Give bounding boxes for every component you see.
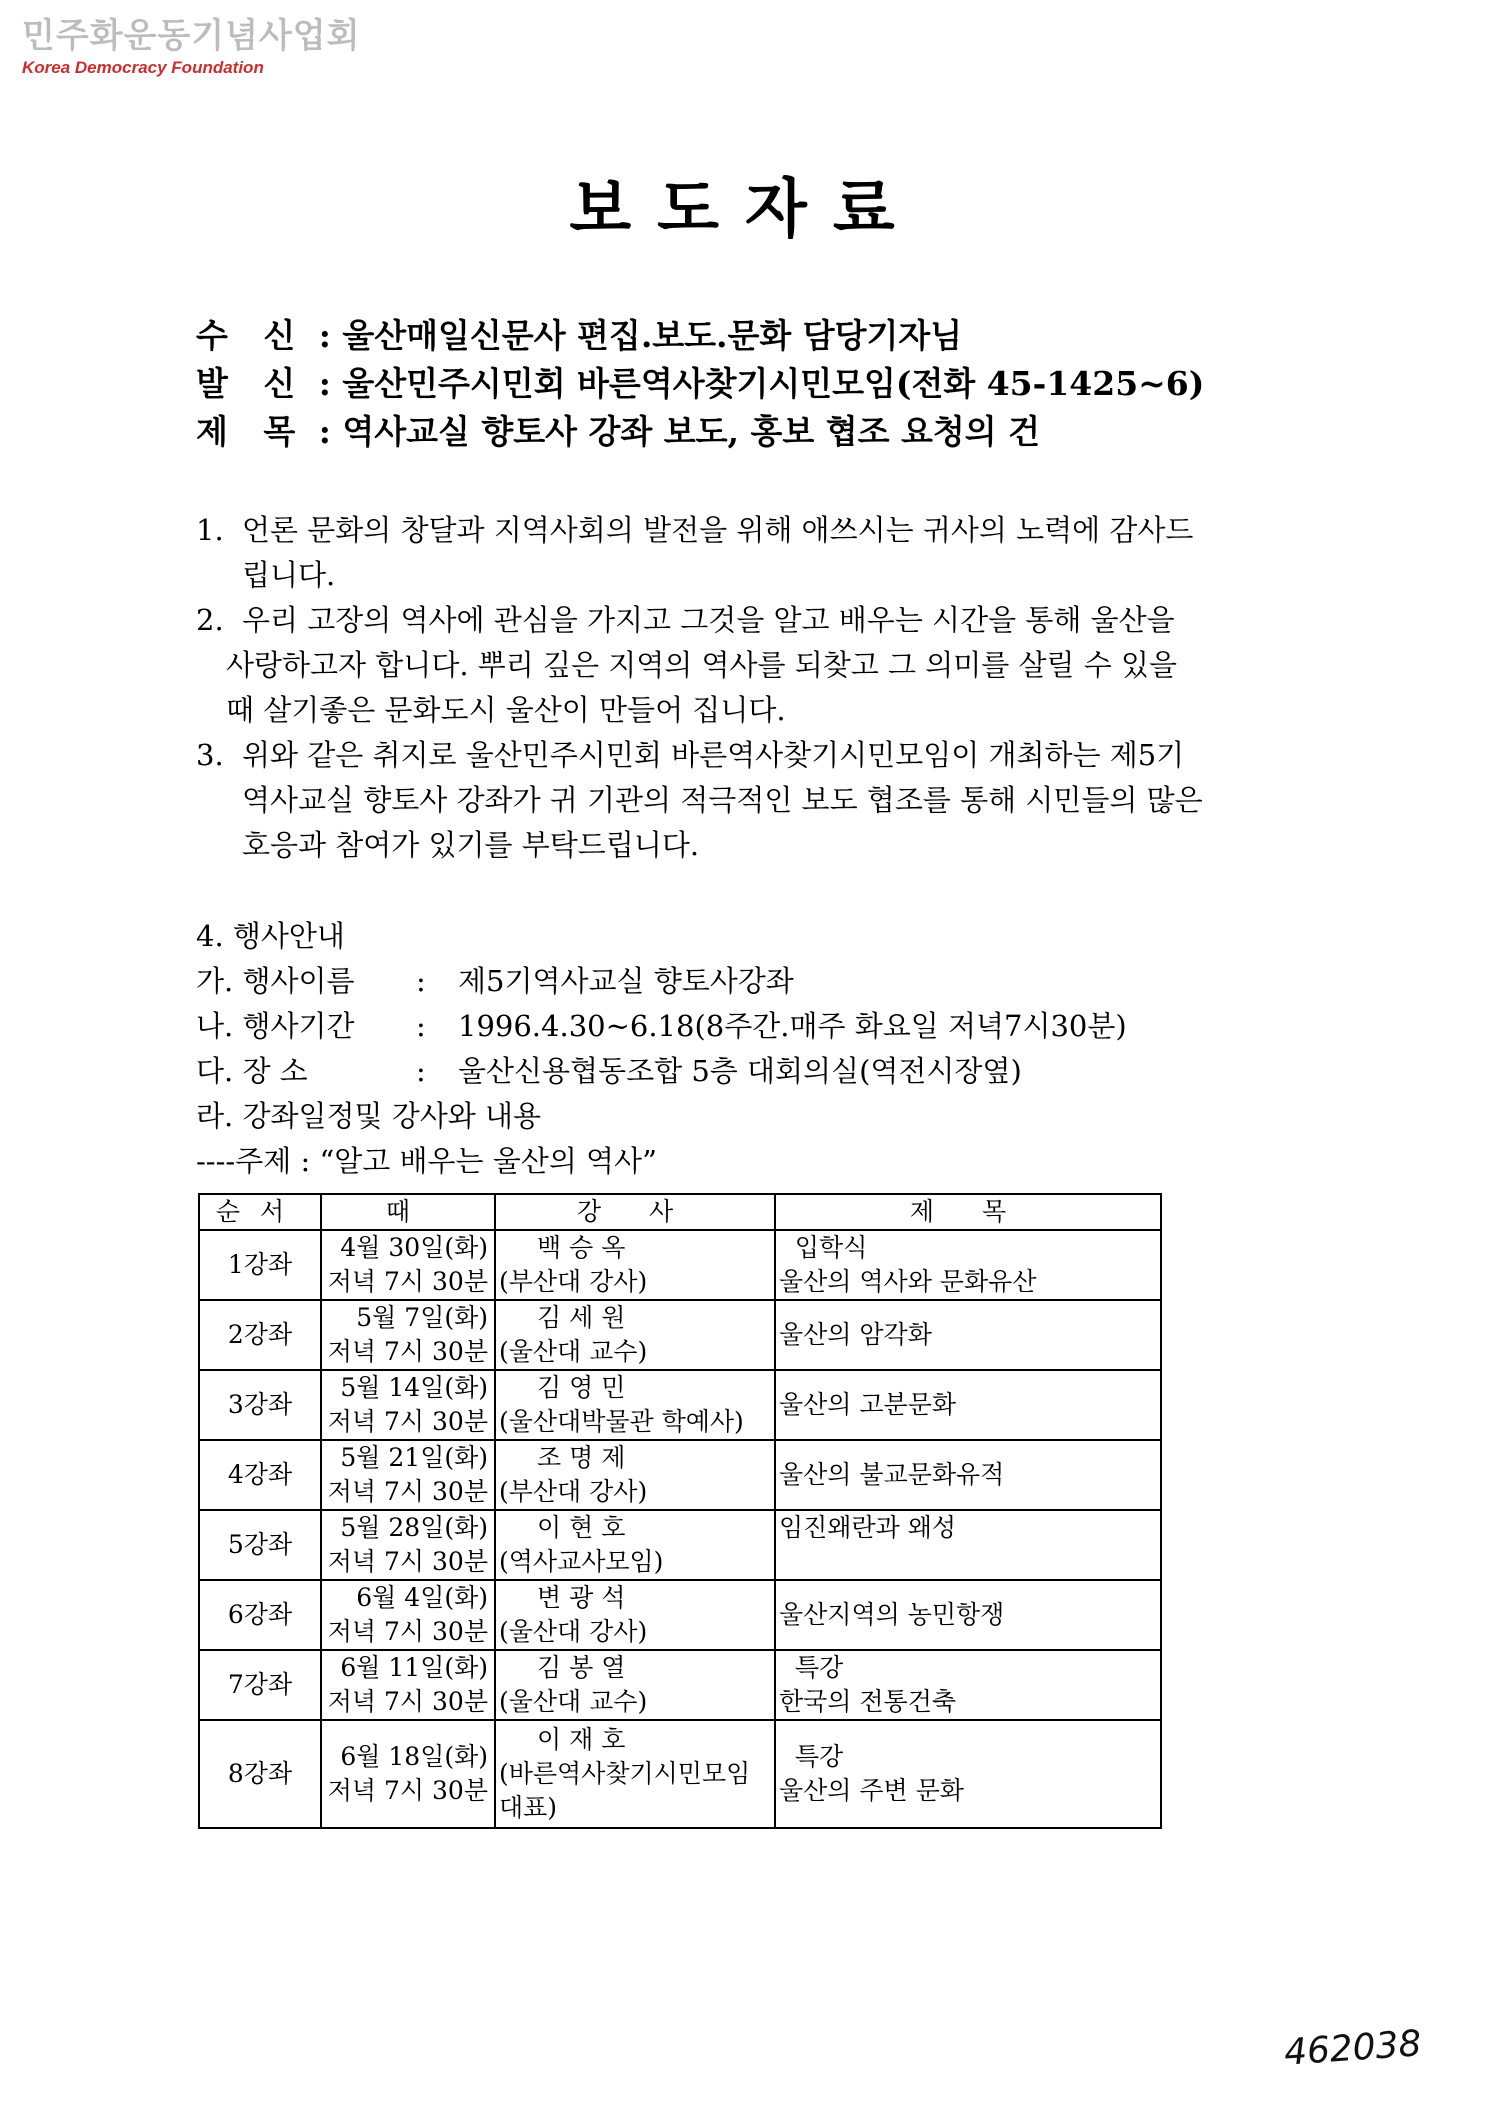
event-period-label: 나. 행사기간 xyxy=(196,1009,355,1043)
event-period-line: 나. 행사기간 : 1996.4.30~6.18(8주간.매주 화요일 저녁7시30분) xyxy=(196,1004,1127,1049)
logo-english-text: Korea Democracy Foundation xyxy=(22,58,264,77)
paragraph-line: 위와 같은 취지로 울산민주시민회 바른역사찾기시민모임이 개최하는 제5기 xyxy=(242,738,1185,772)
lecture-date: 5월 28일(화) xyxy=(340,1513,488,1542)
paragraph-line: 호응과 참여가 있기를 부탁드립니다. xyxy=(242,828,700,862)
lecture-date: 5월 14일(화) xyxy=(340,1373,488,1402)
topic-line: 임진왜란과 왜성 xyxy=(779,1513,956,1542)
sender-value: 울산민주시민회 바른역사찾기시민모임(전화 45-1425~6) xyxy=(342,364,1205,403)
event-schedule-label: 라. 강좌일정및 강사와 내용 xyxy=(196,1099,542,1133)
table-row xyxy=(199,1580,1161,1650)
subject-value: 역사교실 향토사 강좌 보도, 홍보 협조 요청의 건 xyxy=(342,412,1041,451)
header-time: 때 xyxy=(321,1194,495,1230)
speaker-name: 김봉열 xyxy=(537,1653,634,1682)
lecture-time: 저녁 7시 30분 xyxy=(327,1776,488,1805)
paragraph-line: 우리 고장의 역사에 관심을 가지고 그것을 알고 배우는 시간을 통해 울산을 xyxy=(242,603,1175,637)
document-title: 보도자료 xyxy=(569,172,921,247)
lecture-topic xyxy=(775,1300,1161,1370)
paragraph-line: 립니다. xyxy=(242,558,336,592)
header-speaker: 강 사 xyxy=(495,1194,775,1230)
lecture-datetime xyxy=(321,1580,495,1650)
speaker-name: 김세원 xyxy=(537,1303,634,1332)
subject-line: 제 목 : 역사교실 향토사 강좌 보도, 홍보 협조 요청의 건 xyxy=(196,408,1204,456)
event-name-label: 가. 행사이름 xyxy=(196,964,355,998)
speaker-affiliation: (울산대박물관 학예사) xyxy=(499,1407,744,1436)
table-header-row xyxy=(199,1194,1161,1230)
speaker-affiliation: (울산대 교수) xyxy=(499,1687,648,1716)
header-order: 순서 xyxy=(199,1194,321,1230)
lecture-topic xyxy=(775,1370,1161,1440)
lecture-speaker-cell xyxy=(495,1230,775,1300)
lecture-time: 저녁 7시 30분 xyxy=(327,1687,488,1716)
paragraph-line: 언론 문화의 창달과 지역사회의 발전을 위해 애쓰시는 귀사의 노력에 감사드 xyxy=(242,513,1194,547)
lecture-date: 5월 7일(화) xyxy=(356,1303,488,1332)
speaker-name: 김영민 xyxy=(537,1373,634,1402)
topic-line: 특강 xyxy=(779,1653,844,1682)
lecture-speaker-cell xyxy=(495,1440,775,1510)
lecture-datetime xyxy=(321,1300,495,1370)
lecture-datetime xyxy=(321,1510,495,1580)
lecture-number: 8강좌 xyxy=(199,1720,321,1828)
speaker-affiliation: (울산대 교수) xyxy=(499,1337,648,1366)
speaker-affiliation: (울산대 강사) xyxy=(499,1617,648,1646)
table-row xyxy=(199,1300,1161,1370)
lecture-speaker-cell xyxy=(495,1510,775,1580)
lecture-datetime xyxy=(321,1720,495,1828)
logo-korean-text: 민주화운동기념사업회 xyxy=(22,16,361,56)
paragraph-number: 2. xyxy=(196,603,224,637)
event-theme-prefix: ----주제 xyxy=(196,1144,292,1178)
event-info xyxy=(196,914,1127,1184)
lecture-date: 6월 11일(화) xyxy=(340,1653,488,1682)
table-row xyxy=(199,1440,1161,1510)
lecture-time: 저녁 7시 30분 xyxy=(327,1477,488,1506)
speaker-name: 백승옥 xyxy=(537,1233,634,1262)
lecture-number: 4강좌 xyxy=(199,1440,321,1510)
lecture-datetime xyxy=(321,1370,495,1440)
recipient-label: 수 신 xyxy=(196,316,308,355)
topic-line: 울산의 고분문화 xyxy=(779,1390,956,1419)
document-number-stamp: 462038 xyxy=(1282,2023,1423,2074)
lecture-speaker-cell xyxy=(495,1650,775,1720)
lecture-number: 5강좌 xyxy=(199,1510,321,1580)
speaker-name: 변광석 xyxy=(537,1583,634,1612)
recipient-value: 울산매일신문사 편집.보도.문화 담당기자님 xyxy=(342,316,963,355)
header-block xyxy=(196,312,1204,456)
paragraph-line: 사랑하고자 합니다. 뿌리 깊은 지역의 역사를 되찾고 그 의미를 살릴 수 있을 xyxy=(226,648,1178,682)
lecture-topic xyxy=(775,1650,1161,1720)
lecture-time: 저녁 7시 30분 xyxy=(327,1267,488,1296)
topic-line: 울산지역의 농민항쟁 xyxy=(779,1600,1005,1629)
lecture-number: 2강좌 xyxy=(199,1300,321,1370)
topic-line: 울산의 역사와 문화유산 xyxy=(779,1267,1037,1296)
event-theme-line: ----주제 : “알고 배우는 울산의 역사” xyxy=(196,1144,657,1178)
event-name-line: 가. 행사이름 : 제5기역사교실 향토사강좌 xyxy=(196,959,1127,1004)
lecture-time: 저녁 7시 30분 xyxy=(327,1617,488,1646)
speaker-name: 조명제 xyxy=(537,1443,634,1472)
event-place-line: 다. 장 소 : 울산신용협동조합 5층 대회의실(역전시장옆) xyxy=(196,1049,1127,1094)
lecture-datetime xyxy=(321,1440,495,1510)
table-row xyxy=(199,1230,1161,1300)
speaker-name: 이현호 xyxy=(537,1513,634,1542)
lecture-topic xyxy=(775,1510,1161,1580)
paragraph-1 xyxy=(196,508,1336,598)
lecture-number: 3강좌 xyxy=(199,1370,321,1440)
lecture-date: 6월 18일(화) xyxy=(340,1742,488,1771)
lecture-date: 4월 30일(화) xyxy=(340,1233,488,1262)
lecture-speaker-cell xyxy=(495,1300,775,1370)
header-topic: 제 목 xyxy=(775,1194,1161,1230)
lecture-time: 저녁 7시 30분 xyxy=(327,1547,488,1576)
speaker-affiliation: (바른역사찾기시민모임 대표) xyxy=(499,1759,751,1822)
sender-label: 발 신 xyxy=(196,364,308,403)
topic-line: 울산의 주변 문화 xyxy=(779,1776,964,1805)
lecture-datetime xyxy=(321,1650,495,1720)
recipient-line: 수 신 : 울산매일신문사 편집.보도.문화 담당기자님 xyxy=(196,312,1204,360)
table-row xyxy=(199,1650,1161,1720)
event-period-value: 1996.4.30~6.18(8주간.매주 화요일 저녁7시30분) xyxy=(458,1009,1127,1043)
event-place-label: 다. 장 소 xyxy=(196,1054,308,1088)
lecture-date: 6월 4일(화) xyxy=(356,1583,488,1612)
topic-line: 한국의 전통건축 xyxy=(779,1687,956,1716)
lecture-date: 5월 21일(화) xyxy=(340,1443,488,1472)
paragraph-line: 때 살기좋은 문화도시 울산이 만들어 집니다. xyxy=(226,693,786,727)
lecture-time: 저녁 7시 30분 xyxy=(327,1407,488,1436)
speaker-name: 이재호 xyxy=(537,1725,634,1754)
speaker-affiliation: (부산대 강사) xyxy=(499,1267,648,1296)
lecture-number: 6강좌 xyxy=(199,1580,321,1650)
lecture-number: 7강좌 xyxy=(199,1650,321,1720)
event-name-value: 제5기역사교실 향토사강좌 xyxy=(458,964,794,998)
topic-line: 울산의 암각화 xyxy=(779,1320,932,1349)
lecture-topic xyxy=(775,1580,1161,1650)
topic-line: 울산의 불교문화유적 xyxy=(779,1460,1005,1489)
lecture-topic xyxy=(775,1440,1161,1510)
lecture-schedule-table xyxy=(198,1193,1162,1829)
lecture-speaker-cell xyxy=(495,1720,775,1828)
table-row xyxy=(199,1370,1161,1440)
paragraph-number: 1. xyxy=(196,513,224,547)
lecture-speaker-cell xyxy=(495,1370,775,1440)
event-place-value: 울산신용협동조합 5층 대회의실(역전시장옆) xyxy=(458,1054,1022,1088)
table-row xyxy=(199,1510,1161,1580)
topic-line: 입학식 xyxy=(779,1233,868,1262)
paragraph-line: 역사교실 향토사 강좌가 귀 기관의 적극적인 보도 협조를 통해 시민들의 많은 xyxy=(242,783,1203,817)
paragraph-2 xyxy=(196,598,1336,733)
sender-line: 발 신 : 울산민주시민회 바른역사찾기시민모임(전화 45-1425~6) xyxy=(196,360,1204,408)
subject-label: 제 목 xyxy=(196,412,308,451)
event-theme-value: “알고 배우는 울산의 역사” xyxy=(319,1144,657,1178)
lecture-speaker-cell xyxy=(495,1580,775,1650)
speaker-affiliation: (부산대 강사) xyxy=(499,1477,648,1506)
paragraph-3 xyxy=(196,733,1336,868)
event-heading: 4. 행사안내 xyxy=(196,919,345,953)
paragraph-number: 3. xyxy=(196,738,224,772)
lecture-topic xyxy=(775,1720,1161,1828)
speaker-affiliation: (역사교사모임) xyxy=(499,1547,664,1576)
foundation-logo xyxy=(22,16,360,78)
lecture-number: 1강좌 xyxy=(199,1230,321,1300)
topic-line: 특강 xyxy=(779,1742,844,1771)
lecture-topic xyxy=(775,1230,1161,1300)
table-row xyxy=(199,1720,1161,1828)
lecture-datetime xyxy=(321,1230,495,1300)
lecture-time: 저녁 7시 30분 xyxy=(327,1337,488,1366)
